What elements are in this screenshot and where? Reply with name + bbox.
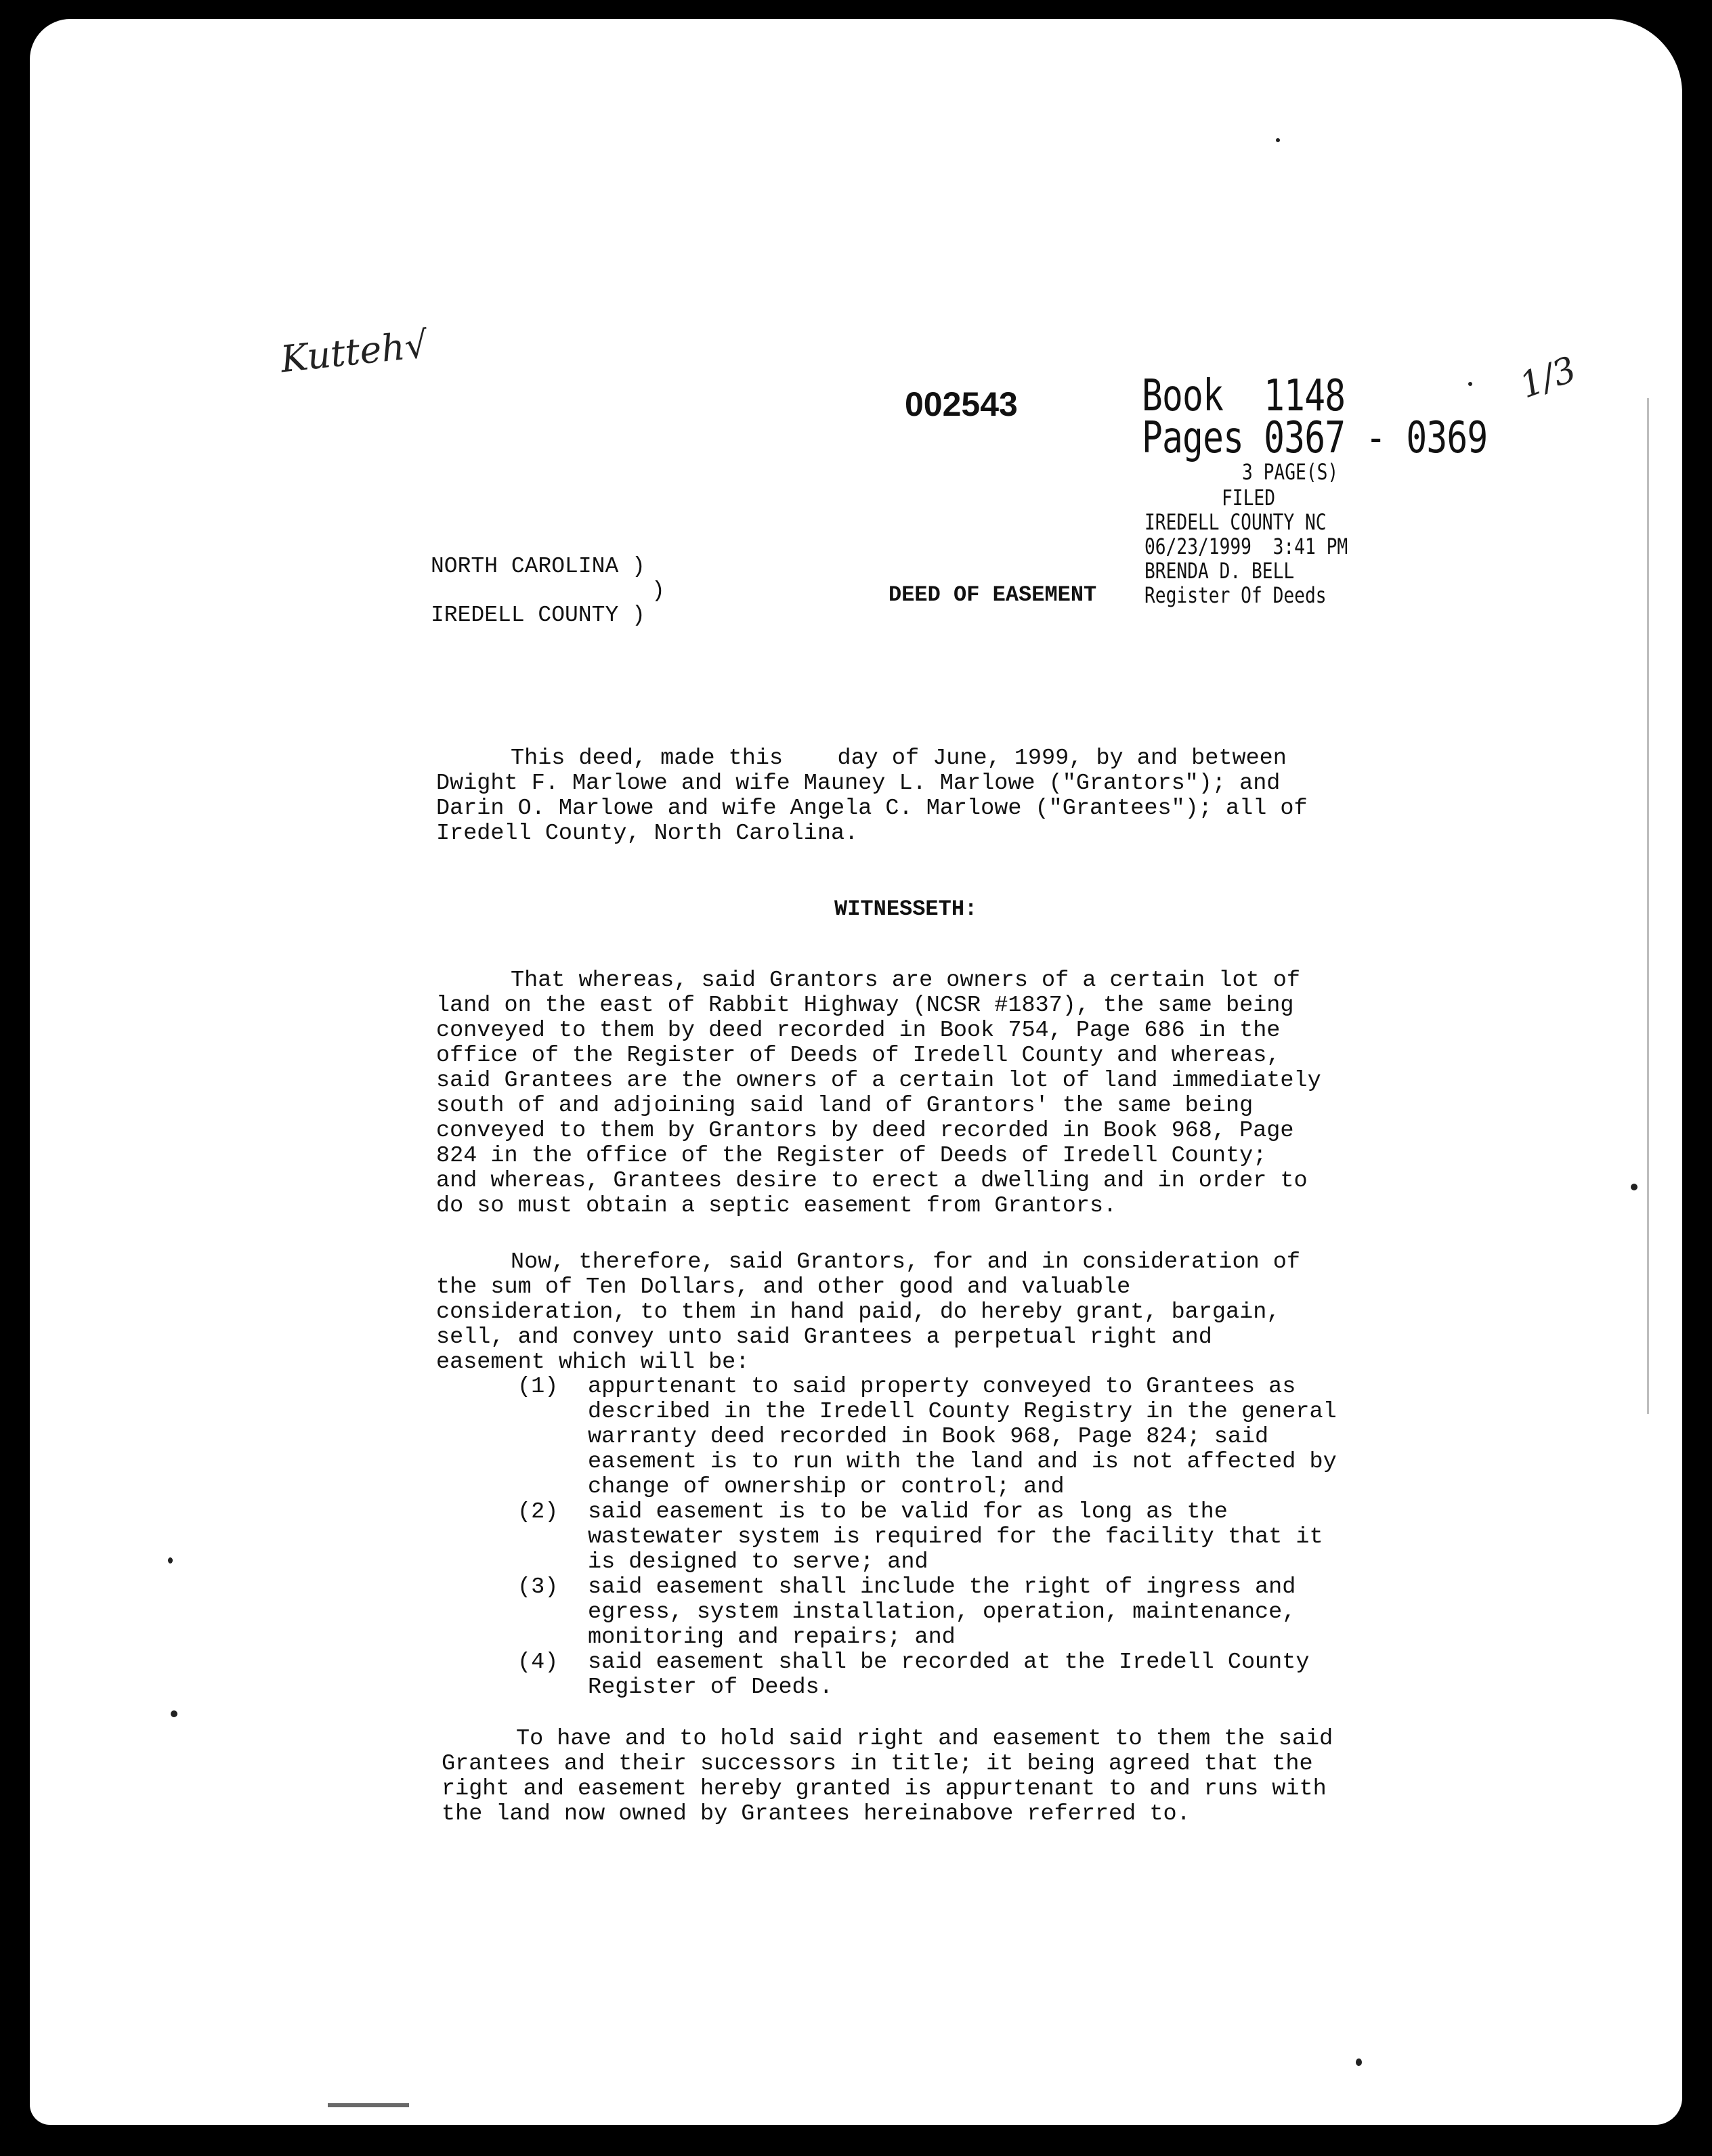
register-title: Register Of Deeds — [1144, 582, 1327, 608]
witnesseth-heading: WITNESSETH: — [834, 897, 978, 922]
scan-speck — [1356, 2058, 1362, 2066]
now-therefore-line: consideration, to them in hand paid, do hereby grant, bargain, — [436, 1299, 1281, 1325]
intro-paragraph — [436, 746, 1486, 846]
handwritten-fraction: 1/3 — [1514, 349, 1582, 407]
now-therefore-line: easement which will be: — [436, 1350, 750, 1375]
whereas-line: land on the east of Rabbit Highway (NCSR #1837), the same being — [436, 993, 1294, 1018]
county-stamp: IREDELL COUNTY NC — [1144, 509, 1327, 535]
document-page — [30, 19, 1682, 2125]
habendum-line: To have and to hold said right and easement to them the said — [516, 1726, 1333, 1752]
scan-edge-line — [328, 2103, 409, 2107]
whereas-paragraph — [436, 968, 1486, 1219]
habendum-line: right and easement hereby granted is appurtenant to and runs with — [442, 1776, 1327, 1802]
caption-bracket: ) — [651, 578, 665, 603]
scan-speck — [1631, 1184, 1638, 1190]
whereas-line: conveyed to them by Grantors by deed recorded in Book 968, Page — [436, 1118, 1294, 1144]
item-text: said easement shall include the right of ingress and egress, system installation, operation, maintenance, monitoring and repairs; and — [588, 1574, 1296, 1650]
handwritten-name: Kutteh√ — [278, 322, 431, 381]
item-text: said easement is to be valid for as long as the wastewater system is required for the facility that it is designed to serve; and — [588, 1499, 1323, 1575]
register-name: BRENDA D. BELL — [1144, 558, 1295, 584]
intro-line: This deed, made this day of June, 1999, by and between — [511, 746, 1287, 771]
whereas-line: 824 in the office of the Register of Deeds of Iredell County; — [436, 1143, 1267, 1169]
whereas-line: office of the Register of Deeds of Iredell County and whereas, — [436, 1043, 1281, 1069]
now-therefore-line: sell, and convey unto said Grantees a perpetual right and — [436, 1324, 1212, 1350]
habendum-line: the land now owned by Grantees hereinabove referred to. — [442, 1801, 1191, 1827]
intro-line: Darin O. Marlowe and wife Angela C. Marlowe ("Grantees"); all of — [436, 796, 1308, 821]
whereas-line: and whereas, Grantees desire to erect a dwelling and in order to — [436, 1168, 1308, 1194]
state-caption: NORTH CAROLINA ) — [431, 554, 645, 579]
item-number: (3) — [517, 1574, 559, 1600]
now-therefore-line: Now, therefore, said Grantors, for and in consideration of — [511, 1249, 1300, 1275]
scan-speck — [168, 1557, 173, 1564]
item-text: said easement shall be recorded at the Iredell County Register of Deeds. — [588, 1650, 1310, 1700]
habendum-line: Grantees and their successors in title; it being agreed that the — [442, 1751, 1313, 1777]
whereas-line: do so must obtain a septic easement from Grantors. — [436, 1193, 1117, 1219]
filed-datetime: 06/23/1999 3:41 PM — [1144, 534, 1348, 559]
scan-speck — [1468, 382, 1472, 386]
document-number: 002543 — [905, 385, 1018, 423]
scan-speck — [1276, 138, 1280, 142]
whereas-line: south of and adjoining said land of Grantors' the same being — [436, 1093, 1254, 1119]
habendum-paragraph — [442, 1727, 1491, 1827]
item-number: (1) — [517, 1374, 559, 1400]
scan-edge-line — [1647, 398, 1649, 1414]
intro-line: Dwight F. Marlowe and wife Mauney L. Marlowe ("Grantors"); and — [436, 771, 1281, 796]
intro-line: Iredell County, North Carolina. — [436, 821, 859, 846]
now-therefore-paragraph — [436, 1250, 1486, 1375]
whereas-line: conveyed to them by deed recorded in Book 754, Page 686 in the — [436, 1018, 1281, 1043]
county-caption: IREDELL COUNTY ) — [431, 603, 645, 628]
now-therefore-line: the sum of Ten Dollars, and other good and valuable — [436, 1274, 1131, 1300]
scan-speck — [171, 1710, 177, 1717]
filed-label: FILED — [1222, 485, 1275, 511]
document-title: DEED OF EASEMENT — [889, 582, 1097, 607]
item-number: (2) — [517, 1499, 559, 1525]
whereas-line: That whereas, said Grantors are owners of a certain lot of — [511, 968, 1300, 993]
whereas-line: said Grantees are the owners of a certain lot of land immediately — [436, 1068, 1321, 1094]
item-number: (4) — [517, 1650, 559, 1675]
page-count: 3 PAGE(S) — [1242, 459, 1339, 485]
pages-range: Pages 0367 - 0369 — [1142, 413, 1488, 463]
item-text: appurtenant to said property conveyed to Grantees as described in the Iredell County Registry in the general warranty deed recorded in Book 968, Page 824; said easement is to run with the land and is not affected by change of ownership or control; and — [588, 1374, 1337, 1500]
book-number: Book 1148 — [1142, 371, 1346, 421]
